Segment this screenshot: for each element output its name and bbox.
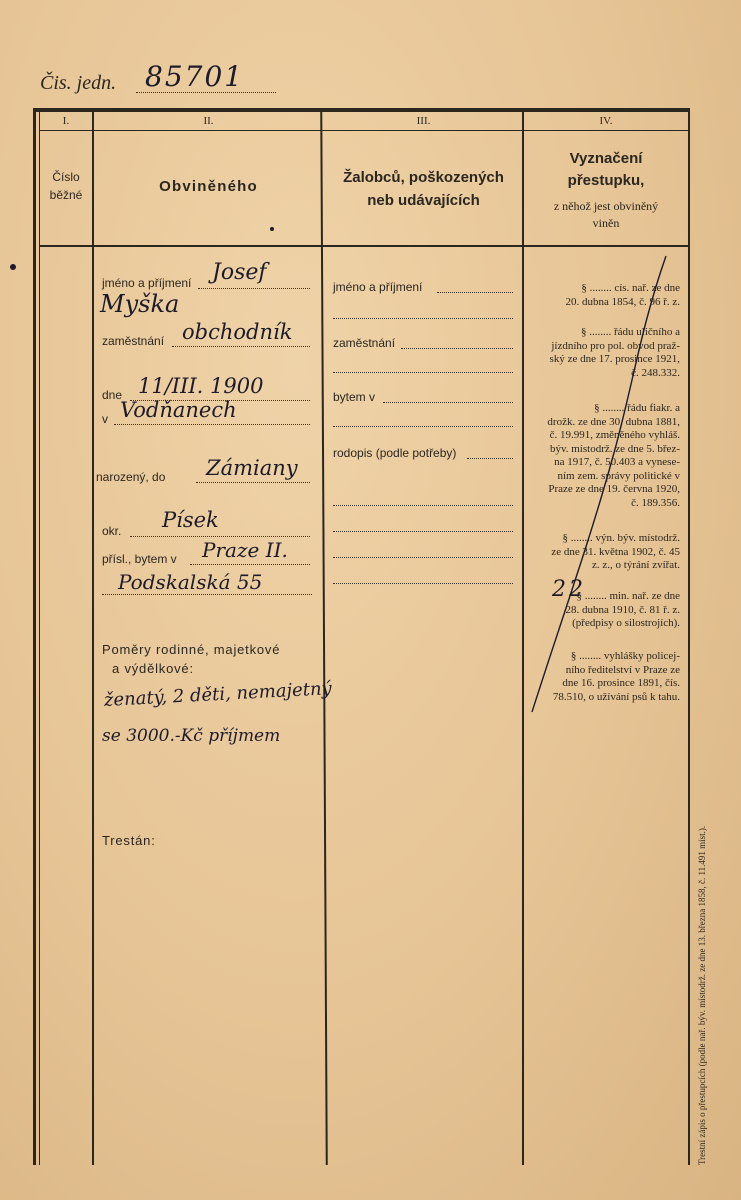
doc-number-label: Čis. jedn. [40,72,117,94]
accused-address-dots [102,594,312,595]
accused-born-dots [196,482,310,483]
accused-district-dots [130,536,310,537]
col4-title1: Vyznačení [569,150,643,167]
accused-born-label: narozený, do [96,470,166,484]
offense-4-line1: § ........ výn. býv. místodrž. [562,532,680,544]
col1-line2: běžné [49,188,83,202]
frame-left-inner [39,108,40,1165]
accused-residence-row [102,538,312,566]
complainant-residence-dots [383,402,513,403]
col4-title2: přestupku, [567,172,645,189]
col3-line1: Žalobců, poškozených [343,169,504,186]
complainant-biography-label: rodopis (podle potřeby) [333,446,457,460]
offense-6-line3: dne 16. prosince 1891, čís. [562,677,680,689]
accused-date-label: dne [102,388,123,402]
col-header-3 [325,166,522,212]
family-heading-line1: Poměry rodinné, majetkové [102,642,281,657]
offense-5-line3: (předpisy o silostrojích). [572,617,680,629]
frame-left-outer [33,108,36,1165]
complainant-occupation-extra-dots [333,372,513,373]
accused-surname: Myška [100,290,180,318]
offense-marked-number: 22 [552,577,586,602]
strike-through-stroke [520,250,680,720]
col4-sub2: viněn [592,216,620,230]
complainant-residence-row [333,390,513,404]
accused-name-dots [198,288,310,289]
accused-residence-dots [190,564,310,565]
offense-2-line2: jízdního pro pol. obvod praž- [551,339,680,352]
complainant-biography-dots [467,458,513,459]
accused-residence-label: přísl., bytem v [102,552,177,566]
complainant-biography-row [333,446,513,460]
roman-row-rule [40,130,688,131]
offense-1-line1: § ........ cís. nař. ze dne [581,282,680,294]
col-divider-2 [320,110,328,1165]
side-note: Trestní zápis o přestupcích (podle nař. býv. místodrž. ze dne 13. března 1858, č. 11.491 míst.). [697,825,707,1165]
complainant-occupation-row [333,336,513,350]
complainant-occupation-label: zaměstnání [333,336,396,350]
offense-2-line3: ský ze dne 17. prosince 1921, [549,353,680,365]
offense-3-line1: § ........ řádu fiakr. a [594,402,680,414]
ink-dot-small [270,227,274,231]
col-header-2: Obviněného [159,178,258,195]
accused-date: 11/III. 1900 [138,374,264,398]
complainant-occupation-dots [401,348,513,349]
accused-occupation-row [102,320,312,348]
accused-place-row [102,398,312,426]
offense-4-line2: ze dne 31. května 1902, č. 45 [551,545,680,558]
frame-right [688,108,690,1165]
header-rule [40,245,688,247]
family-heading [102,640,280,678]
family-heading-line2: a výdělkové: [112,661,194,676]
offense-4-line3: z. z., o týrání zvířat. [592,559,680,571]
accused-occupation: obchodník [182,320,293,344]
doc-number-row [40,60,245,98]
doc-number-value: 85701 [145,60,245,93]
complainant-name-label: jméno a příjmení [333,280,423,294]
accused-district-label: okr. [102,524,122,538]
accused-occupation-label: zaměstnání [102,334,165,348]
accused-district: Písek [162,508,219,532]
offense-5-line1: § ........ min. nař. ze dne [576,590,680,602]
offense-2-line4: č. 248.332. [631,366,680,379]
accused-born-row [96,456,312,484]
accused-place-prefix: v [102,412,108,426]
offense-6-line2: ního ředitelství v Praze ze [565,663,680,676]
accused-born-to: Zámiany [206,456,298,480]
complainant-residence-extra-dots [333,426,513,427]
offense-1-line2: 20. dubna 1854, č. 96 ř. z. [565,295,680,308]
accused-occupation-dots [172,346,310,347]
punished-label: Trestán: [102,833,156,848]
offense-2-line1: § ........ řádu uličního a [581,326,680,338]
col1-line1: Číslo [52,170,80,184]
accused-name-row [102,260,312,290]
accused-district-row [102,508,312,538]
col-number-2: II. [203,115,214,127]
col3-line2: neb udávajících [367,192,480,209]
offense-5-line2: 28. dubna 1910, č. 81 ř. z. [565,603,680,616]
accused-place-dots [114,424,310,425]
offense-3-line4: býv. místodrž. ze dne 5. břez- [549,442,680,455]
offense-3-line8: č. 189.356. [631,496,680,509]
doc-number-underline [136,92,276,93]
complainant-name-extra-dots [333,318,513,319]
family-line2: se 3000.-Kč příjmem [102,726,281,746]
accused-residence: Praze II. [202,538,288,562]
accused-place: Vodňanech [120,398,237,422]
col-divider-1 [92,110,94,1165]
offense-3-line7: Praze ze dne 19. června 1920, [548,483,680,495]
accused-address: Podskalská 55 [118,570,263,594]
accused-name-label: jméno a příjmení [102,276,192,290]
col-header-4 [524,148,688,231]
col-header-1 [40,168,92,204]
offense-3-line2: drožk. ze dne 30. dubna 1881, [547,415,680,428]
complainant-name-row [333,280,513,294]
accused-first-name: Josef [212,260,267,285]
frame-top [33,108,690,112]
col-number-4: IV. [599,115,613,127]
complainant-name-dots [437,292,513,293]
col-number-1: I. [62,115,70,127]
complainant-residence-label: bytem v [333,390,376,404]
offense-6-line4: 78.510, o užívání psů k tahu. [552,690,680,703]
offense-3-line5: na 1917, č. 50.403 a vynese- [554,456,680,468]
family-line1: ženatý, 2 děti, nemajetný [103,678,333,711]
col-number-3: III. [416,115,431,127]
complainant-dots-block [333,480,513,584]
ink-dot [10,264,16,270]
col4-sub1: z něhož jest obviněný [553,199,659,213]
offense-3-line6: ním zem. správy politické v [557,469,680,482]
offense-3-line3: č. 19.991, změněného vyhláš. [549,429,680,441]
offense-6-line1: § ........ vyhlášky policej- [570,650,680,662]
